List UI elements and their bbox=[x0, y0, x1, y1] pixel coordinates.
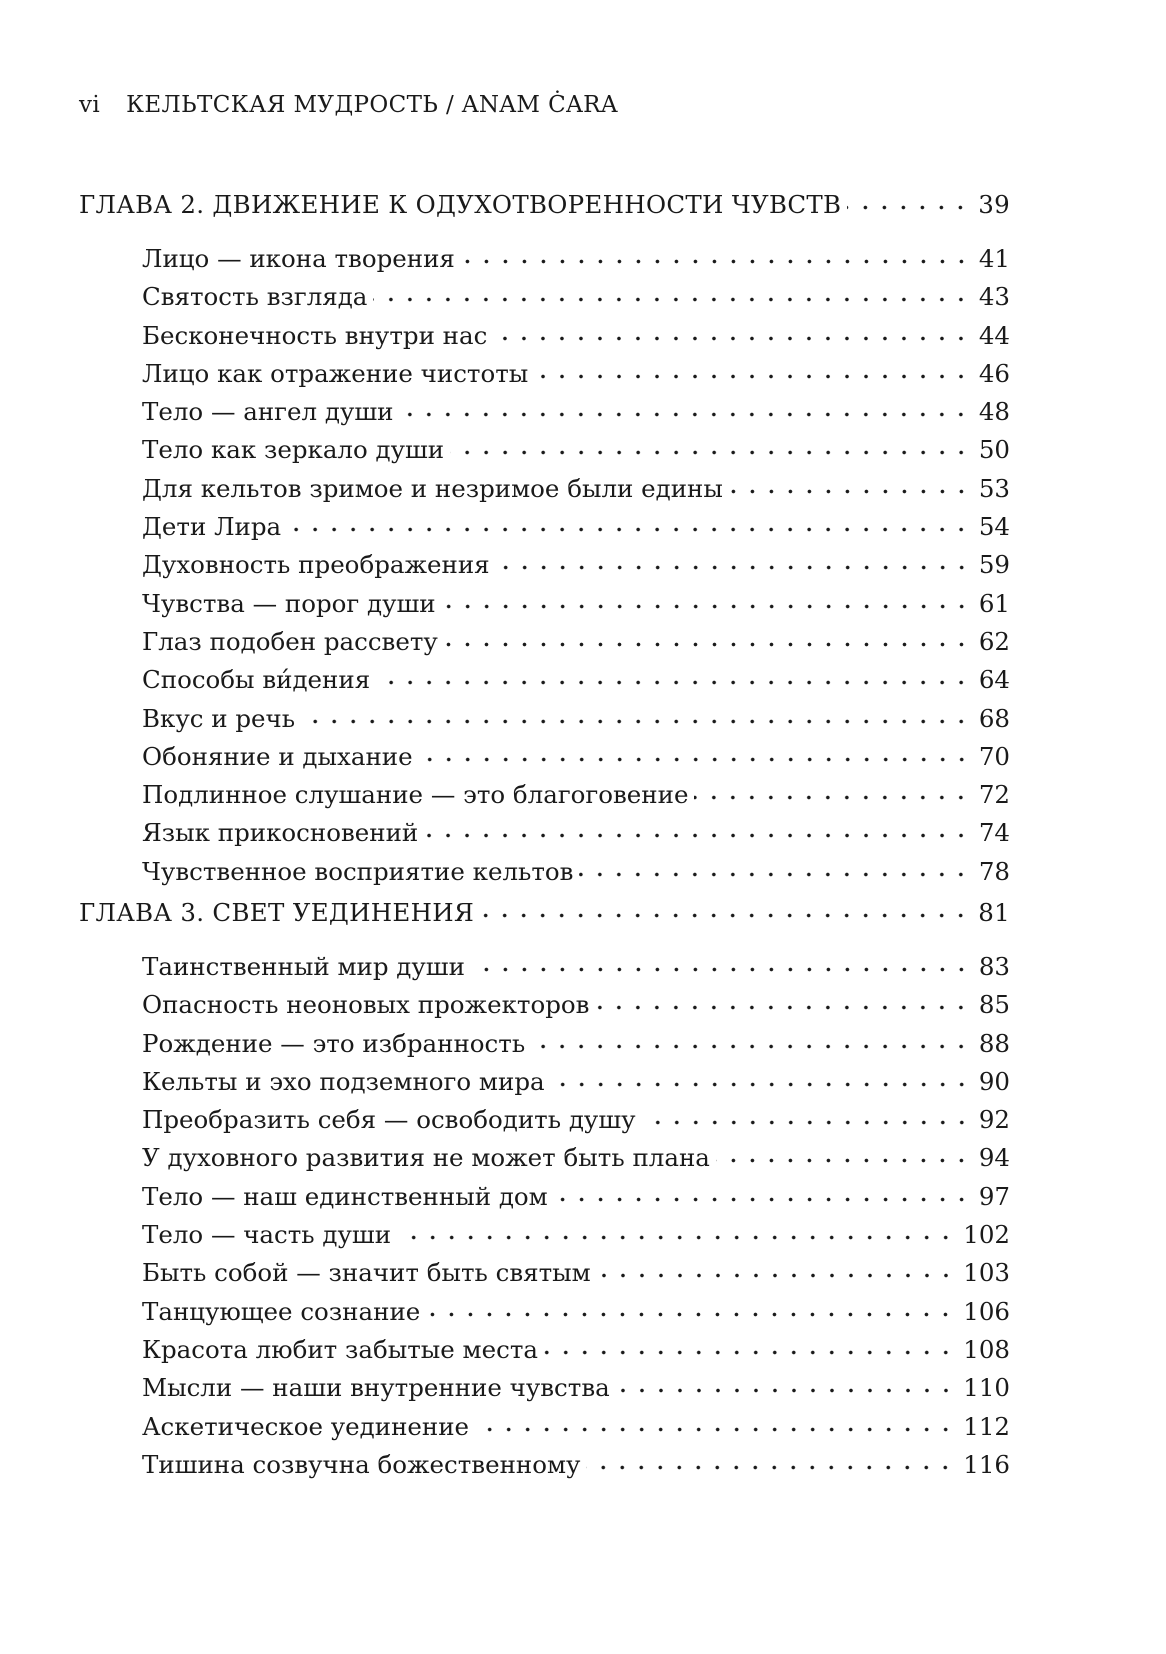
entry-page: 88 bbox=[978, 1028, 1010, 1058]
dot-leader bbox=[426, 1312, 955, 1317]
entry-page: 83 bbox=[978, 952, 1010, 981]
entry-page: 74 bbox=[978, 818, 1010, 848]
entry-title: Преобразить себя — освободить душу bbox=[142, 1105, 636, 1135]
entry-page: 70 bbox=[978, 741, 1010, 771]
entry-page: 112 bbox=[963, 1411, 1010, 1441]
toc-entry bbox=[79, 1143, 1010, 1181]
entry-title: Обоняние и дыхание bbox=[142, 741, 413, 771]
entry-page: 48 bbox=[978, 397, 1010, 427]
entry-title: Тело — часть души bbox=[142, 1220, 392, 1250]
chapter-title: ГЛАВА 2. ДВИЖЕНИЕ К ОДУХОТВОРЕННОСТИ ЧУВСТВ bbox=[79, 190, 842, 219]
entry-page: 64 bbox=[978, 665, 1010, 695]
entry-page: 61 bbox=[978, 588, 1010, 618]
header-page-number: vi bbox=[79, 92, 101, 118]
entry-title: Способы ви́дения bbox=[142, 665, 371, 695]
dot-leader bbox=[475, 1427, 955, 1432]
entry-title: Танцующее сознание bbox=[142, 1296, 421, 1326]
dot-leader bbox=[480, 913, 970, 918]
entry-page: 59 bbox=[978, 550, 1010, 580]
entry-page: 106 bbox=[963, 1296, 1010, 1326]
entry-title: Лицо как отражение чистоты bbox=[142, 358, 529, 388]
entry-title: Чувства — порог души bbox=[142, 588, 436, 618]
entry-page: 72 bbox=[978, 780, 1010, 810]
dot-leader bbox=[551, 1082, 971, 1087]
dot-leader bbox=[442, 604, 971, 609]
entry-title: Подлинное слушание — это благоговение bbox=[142, 780, 689, 810]
entry-page: 85 bbox=[978, 990, 1010, 1020]
chapter-2-heading bbox=[79, 190, 1010, 244]
entry-page: 54 bbox=[978, 512, 1010, 542]
dot-leader bbox=[597, 1273, 955, 1278]
entry-title: Для кельтов зримое и незримое были едины bbox=[142, 473, 723, 503]
entry-page: 92 bbox=[978, 1105, 1010, 1135]
entry-title: Духовность преображения bbox=[142, 550, 490, 580]
entry-page: 46 bbox=[978, 358, 1010, 388]
entry-page: 43 bbox=[978, 282, 1010, 312]
toc-entry bbox=[79, 474, 1010, 512]
dot-leader bbox=[373, 297, 970, 302]
toc-entry bbox=[79, 397, 1010, 435]
entry-page: 97 bbox=[978, 1181, 1010, 1211]
toc-entry bbox=[79, 1335, 1010, 1373]
toc-entry bbox=[79, 704, 1010, 742]
dot-leader bbox=[586, 1465, 955, 1470]
dot-leader bbox=[424, 833, 971, 838]
entry-title: Вкус и речь bbox=[142, 703, 296, 733]
dot-leader bbox=[287, 527, 971, 532]
entry-title: Лицо — икона творения bbox=[142, 244, 455, 273]
toc-entry bbox=[79, 1182, 1010, 1220]
toc-entry bbox=[79, 1220, 1010, 1258]
entry-page: 90 bbox=[978, 1066, 1010, 1096]
toc-entry bbox=[79, 244, 1010, 282]
dot-leader bbox=[493, 336, 970, 341]
dot-leader bbox=[419, 757, 971, 762]
dot-leader bbox=[461, 259, 971, 264]
entry-title: Тишина созвучна божественному bbox=[142, 1449, 581, 1479]
chapter-3-heading bbox=[79, 898, 1010, 952]
toc-entry bbox=[79, 321, 1010, 359]
entry-page: 53 bbox=[978, 473, 1010, 503]
dot-leader bbox=[450, 450, 971, 455]
chapter-3-block bbox=[79, 898, 1010, 1488]
running-head bbox=[79, 92, 618, 118]
entry-page: 78 bbox=[978, 856, 1010, 886]
dot-leader bbox=[471, 967, 971, 972]
toc-entry bbox=[79, 550, 1010, 588]
dot-leader bbox=[694, 795, 970, 800]
toc-entry bbox=[79, 1258, 1010, 1296]
entry-title: Глаз подобен рассвету bbox=[142, 626, 438, 656]
entry-page: 110 bbox=[963, 1373, 1010, 1403]
chapter-2-entries bbox=[79, 244, 1010, 895]
entry-page: 108 bbox=[963, 1334, 1010, 1364]
dot-leader bbox=[544, 1350, 955, 1355]
dot-leader bbox=[397, 1235, 955, 1240]
dot-leader bbox=[444, 642, 971, 647]
dot-leader bbox=[376, 680, 971, 685]
dot-leader bbox=[301, 719, 971, 724]
chapter-page: 81 bbox=[978, 898, 1010, 927]
toc-entry bbox=[79, 435, 1010, 473]
chapter-page: 39 bbox=[978, 190, 1010, 219]
entry-title: У духовного развития не может быть плана bbox=[142, 1143, 710, 1173]
entry-page: 102 bbox=[963, 1220, 1010, 1250]
toc-entry bbox=[79, 818, 1010, 856]
entry-page: 44 bbox=[978, 320, 1010, 350]
entry-page: 68 bbox=[978, 703, 1010, 733]
entry-title: Кельты и эхо подземного мира bbox=[142, 1066, 545, 1096]
toc-entry bbox=[79, 1412, 1010, 1450]
toc-entry bbox=[79, 1373, 1010, 1411]
dot-leader bbox=[554, 1197, 971, 1202]
dot-leader bbox=[616, 1388, 955, 1393]
entry-title: Тело как зеркало души bbox=[142, 435, 445, 465]
toc-entry bbox=[79, 665, 1010, 703]
toc-entry bbox=[79, 512, 1010, 550]
toc-entry bbox=[79, 589, 1010, 627]
entry-title: Красота любит забытые места bbox=[142, 1334, 538, 1364]
toc-entry bbox=[79, 952, 1010, 990]
entry-title: Опасность неоновых прожекторов bbox=[142, 990, 590, 1020]
toc-entry bbox=[79, 282, 1010, 320]
entry-page: 62 bbox=[978, 626, 1010, 656]
dot-leader bbox=[716, 1158, 971, 1163]
entry-title: Аскетическое уединение bbox=[142, 1411, 470, 1441]
dot-leader bbox=[534, 374, 971, 379]
entry-page: 41 bbox=[978, 244, 1010, 273]
dot-leader bbox=[847, 205, 970, 210]
entry-page: 116 bbox=[963, 1449, 1010, 1479]
dot-leader bbox=[729, 489, 971, 494]
chapter-2-block bbox=[79, 190, 1010, 895]
toc-entry bbox=[79, 627, 1010, 665]
chapter-3-entries bbox=[79, 952, 1010, 1488]
toc-entry bbox=[79, 1297, 1010, 1335]
entry-title: Дети Лира bbox=[142, 512, 282, 542]
toc-entry bbox=[79, 1067, 1010, 1105]
entry-title: Рождение — это избранность bbox=[142, 1028, 526, 1058]
toc-entry bbox=[79, 359, 1010, 397]
toc-entry bbox=[79, 742, 1010, 780]
header-title: КЕЛЬТСКАЯ МУДРОСТЬ / ANAM ĊARA bbox=[126, 92, 618, 118]
entry-page: 103 bbox=[963, 1258, 1010, 1288]
toc-entry bbox=[79, 990, 1010, 1028]
toc-entry bbox=[79, 857, 1010, 895]
chapter-title: ГЛАВА 3. СВЕТ УЕДИНЕНИЯ bbox=[79, 898, 475, 927]
toc-entry bbox=[79, 780, 1010, 818]
entry-title: Святость взгляда bbox=[142, 282, 368, 312]
entry-title: Таинственный мир души bbox=[142, 952, 465, 981]
entry-title: Язык прикосновений bbox=[142, 818, 419, 848]
dot-leader bbox=[579, 872, 970, 877]
entry-title: Тело — наш единственный дом bbox=[142, 1181, 548, 1211]
dot-leader bbox=[496, 565, 971, 570]
dot-leader bbox=[399, 412, 970, 417]
entry-page: 50 bbox=[978, 435, 1010, 465]
entry-title: Бесконечность внутри нас bbox=[142, 320, 488, 350]
dot-leader bbox=[531, 1044, 971, 1049]
toc-entry bbox=[79, 1029, 1010, 1067]
toc-entry bbox=[79, 1105, 1010, 1143]
entry-title: Быть собой — значит быть святым bbox=[142, 1258, 591, 1288]
entry-title: Мысли — наши внутренние чувства bbox=[142, 1373, 610, 1403]
entry-page: 94 bbox=[978, 1143, 1010, 1173]
entry-title: Чувственное восприятие кельтов bbox=[142, 856, 574, 886]
dot-leader bbox=[595, 1005, 970, 1010]
dot-leader bbox=[642, 1120, 971, 1125]
entry-title: Тело — ангел души bbox=[142, 397, 394, 427]
toc-entry bbox=[79, 1450, 1010, 1488]
